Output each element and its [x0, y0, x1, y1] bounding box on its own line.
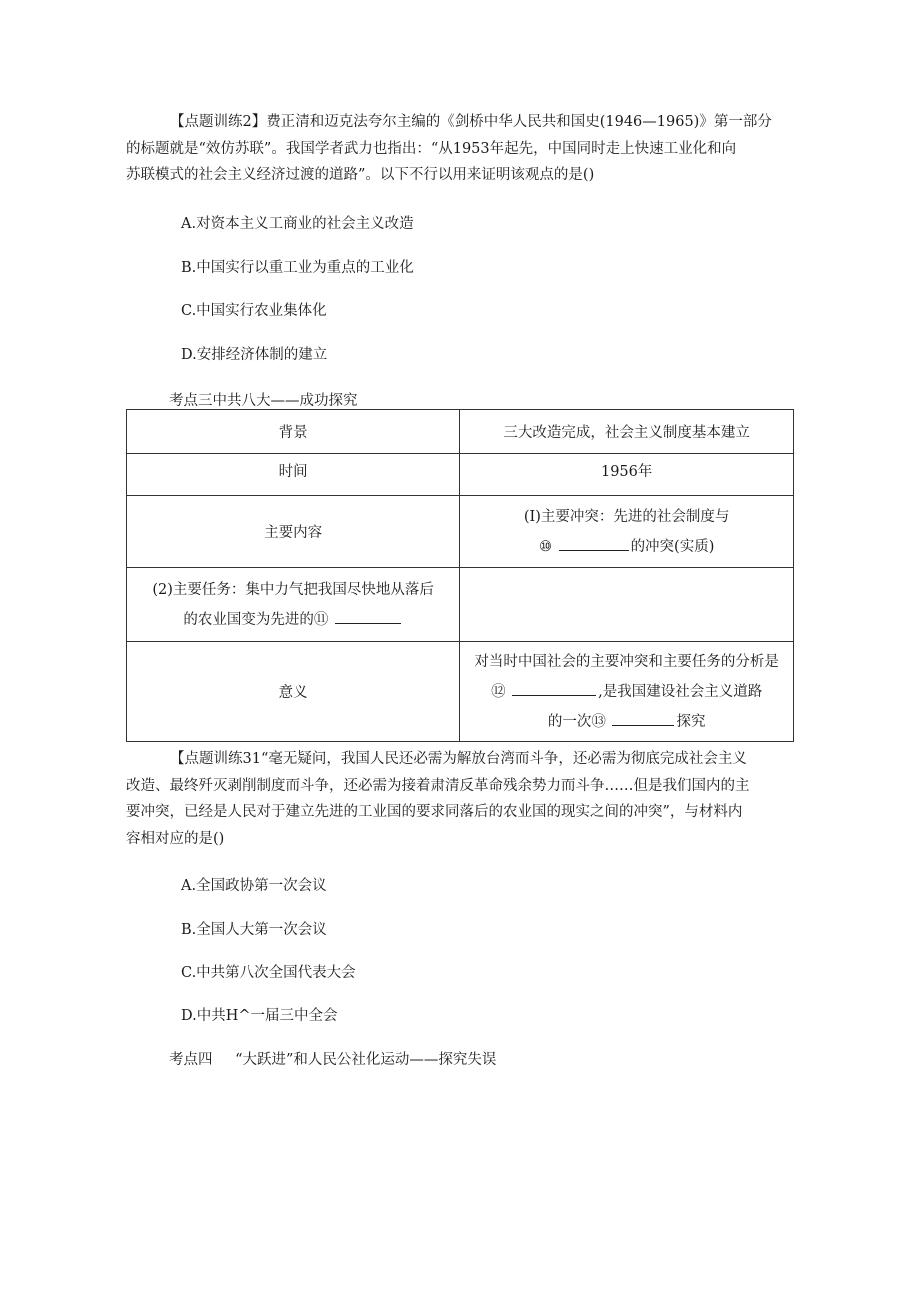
- significance-label: 意义: [127, 642, 460, 742]
- section-3-title: 考点三中共八大——成功探究: [169, 393, 358, 409]
- main-task-cell: [127, 568, 460, 642]
- q2-option-d: D.安排经济体制的建立: [181, 347, 328, 363]
- significance-value: [460, 642, 794, 742]
- significance-line-2: [460, 677, 793, 707]
- question-3-line-4: 容相对应的是(): [126, 830, 225, 847]
- significance-line-1: 对当时中国社会的主要冲突和主要任务的分析是: [474, 653, 779, 670]
- circled-number-10: ⑩: [538, 538, 552, 555]
- conflict-nature-text: 的冲突(实质): [630, 538, 715, 555]
- section-3-table: [126, 409, 794, 742]
- question-2-line-3: 苏联模式的社会主义经济过渡的道路”。以下不行以用来证明该观点的是(): [126, 167, 595, 183]
- question-3-line-2: 改造、最终歼灭剥削制度而斗争，还必需为接着肃清反革命残余势力而斗争……但是我们国内的主: [126, 777, 750, 794]
- main-content-label: 主要内容: [127, 496, 460, 568]
- blank-10: [559, 536, 629, 551]
- main-conflict-line: (I)主要冲突：先进的社会制度与: [523, 508, 730, 525]
- main-task-text: 的农业国变为先进的⑪: [183, 611, 329, 628]
- circled-number-12: ⑫: [491, 683, 506, 700]
- main-conflict-blank-line: [460, 532, 793, 562]
- blank-11: [335, 609, 401, 624]
- time-value: 1956年: [460, 454, 794, 496]
- question-2: [126, 109, 794, 189]
- significance-line-3: [460, 707, 793, 737]
- main-task-line-1: (2)主要任务：集中力气把我国尽快地从落后: [152, 581, 434, 598]
- blank-12: [512, 681, 596, 696]
- question-2-line-2: 的标题就是“效仿苏联”。我国学者武力也指出：“从1953年起先，中国同时走上快速工业化和向: [126, 140, 737, 157]
- q3-option-d: D.中共H^一届三中全会: [181, 1008, 338, 1024]
- main-task-line-2: [127, 605, 459, 635]
- question-3-line-3: 要冲突，已经是人民对于建立先进的工业国的要求同落后的农业国的现实之间的冲突”，与材料内: [126, 804, 743, 820]
- section-4-topic: “大跃进”和人民公社化运动——探究失误: [235, 1052, 497, 1068]
- question-3-line-1: 【点题训练31“毫无疑问，我国人民还必需为解放台湾而斗争，还必需为彻底完成社会主义: [170, 751, 747, 767]
- section-4-label: 考点四: [169, 1052, 213, 1068]
- empty-cell: [460, 568, 794, 642]
- time-label: 时间: [127, 454, 460, 496]
- main-content-value: [460, 496, 794, 568]
- question-2-line-1: 【点题训练2】费正清和迈克法夸尔主编的《剑桥中华人民共和国史(1946—1965)》第一部分: [170, 114, 772, 130]
- blank-13: [612, 711, 674, 726]
- q3-option-a: A.全国政协第一次会议: [181, 878, 327, 894]
- background-label: 背景: [127, 410, 460, 454]
- question-3: [126, 746, 794, 852]
- significance-line-2-text: ,是我国建设社会主义道路: [598, 683, 763, 700]
- significance-line-3-tail: 探究: [676, 713, 706, 730]
- q2-option-c: C.中国实行农业集体化: [181, 303, 327, 319]
- q2-option-a: A.对资本主义工商业的社会主义改造: [181, 216, 414, 232]
- q2-option-b: B.中国实行以重工业为重点的工业化: [181, 260, 414, 276]
- q3-option-b: B.全国人大第一次会议: [181, 922, 327, 938]
- background-value: 三大改造完成，社会主义制度基本建立: [460, 410, 794, 454]
- q3-option-c: C.中共第八次全国代表大会: [181, 965, 356, 981]
- significance-line-3-text: 的一次⑬: [547, 713, 606, 730]
- section-4-title: [169, 1048, 496, 1069]
